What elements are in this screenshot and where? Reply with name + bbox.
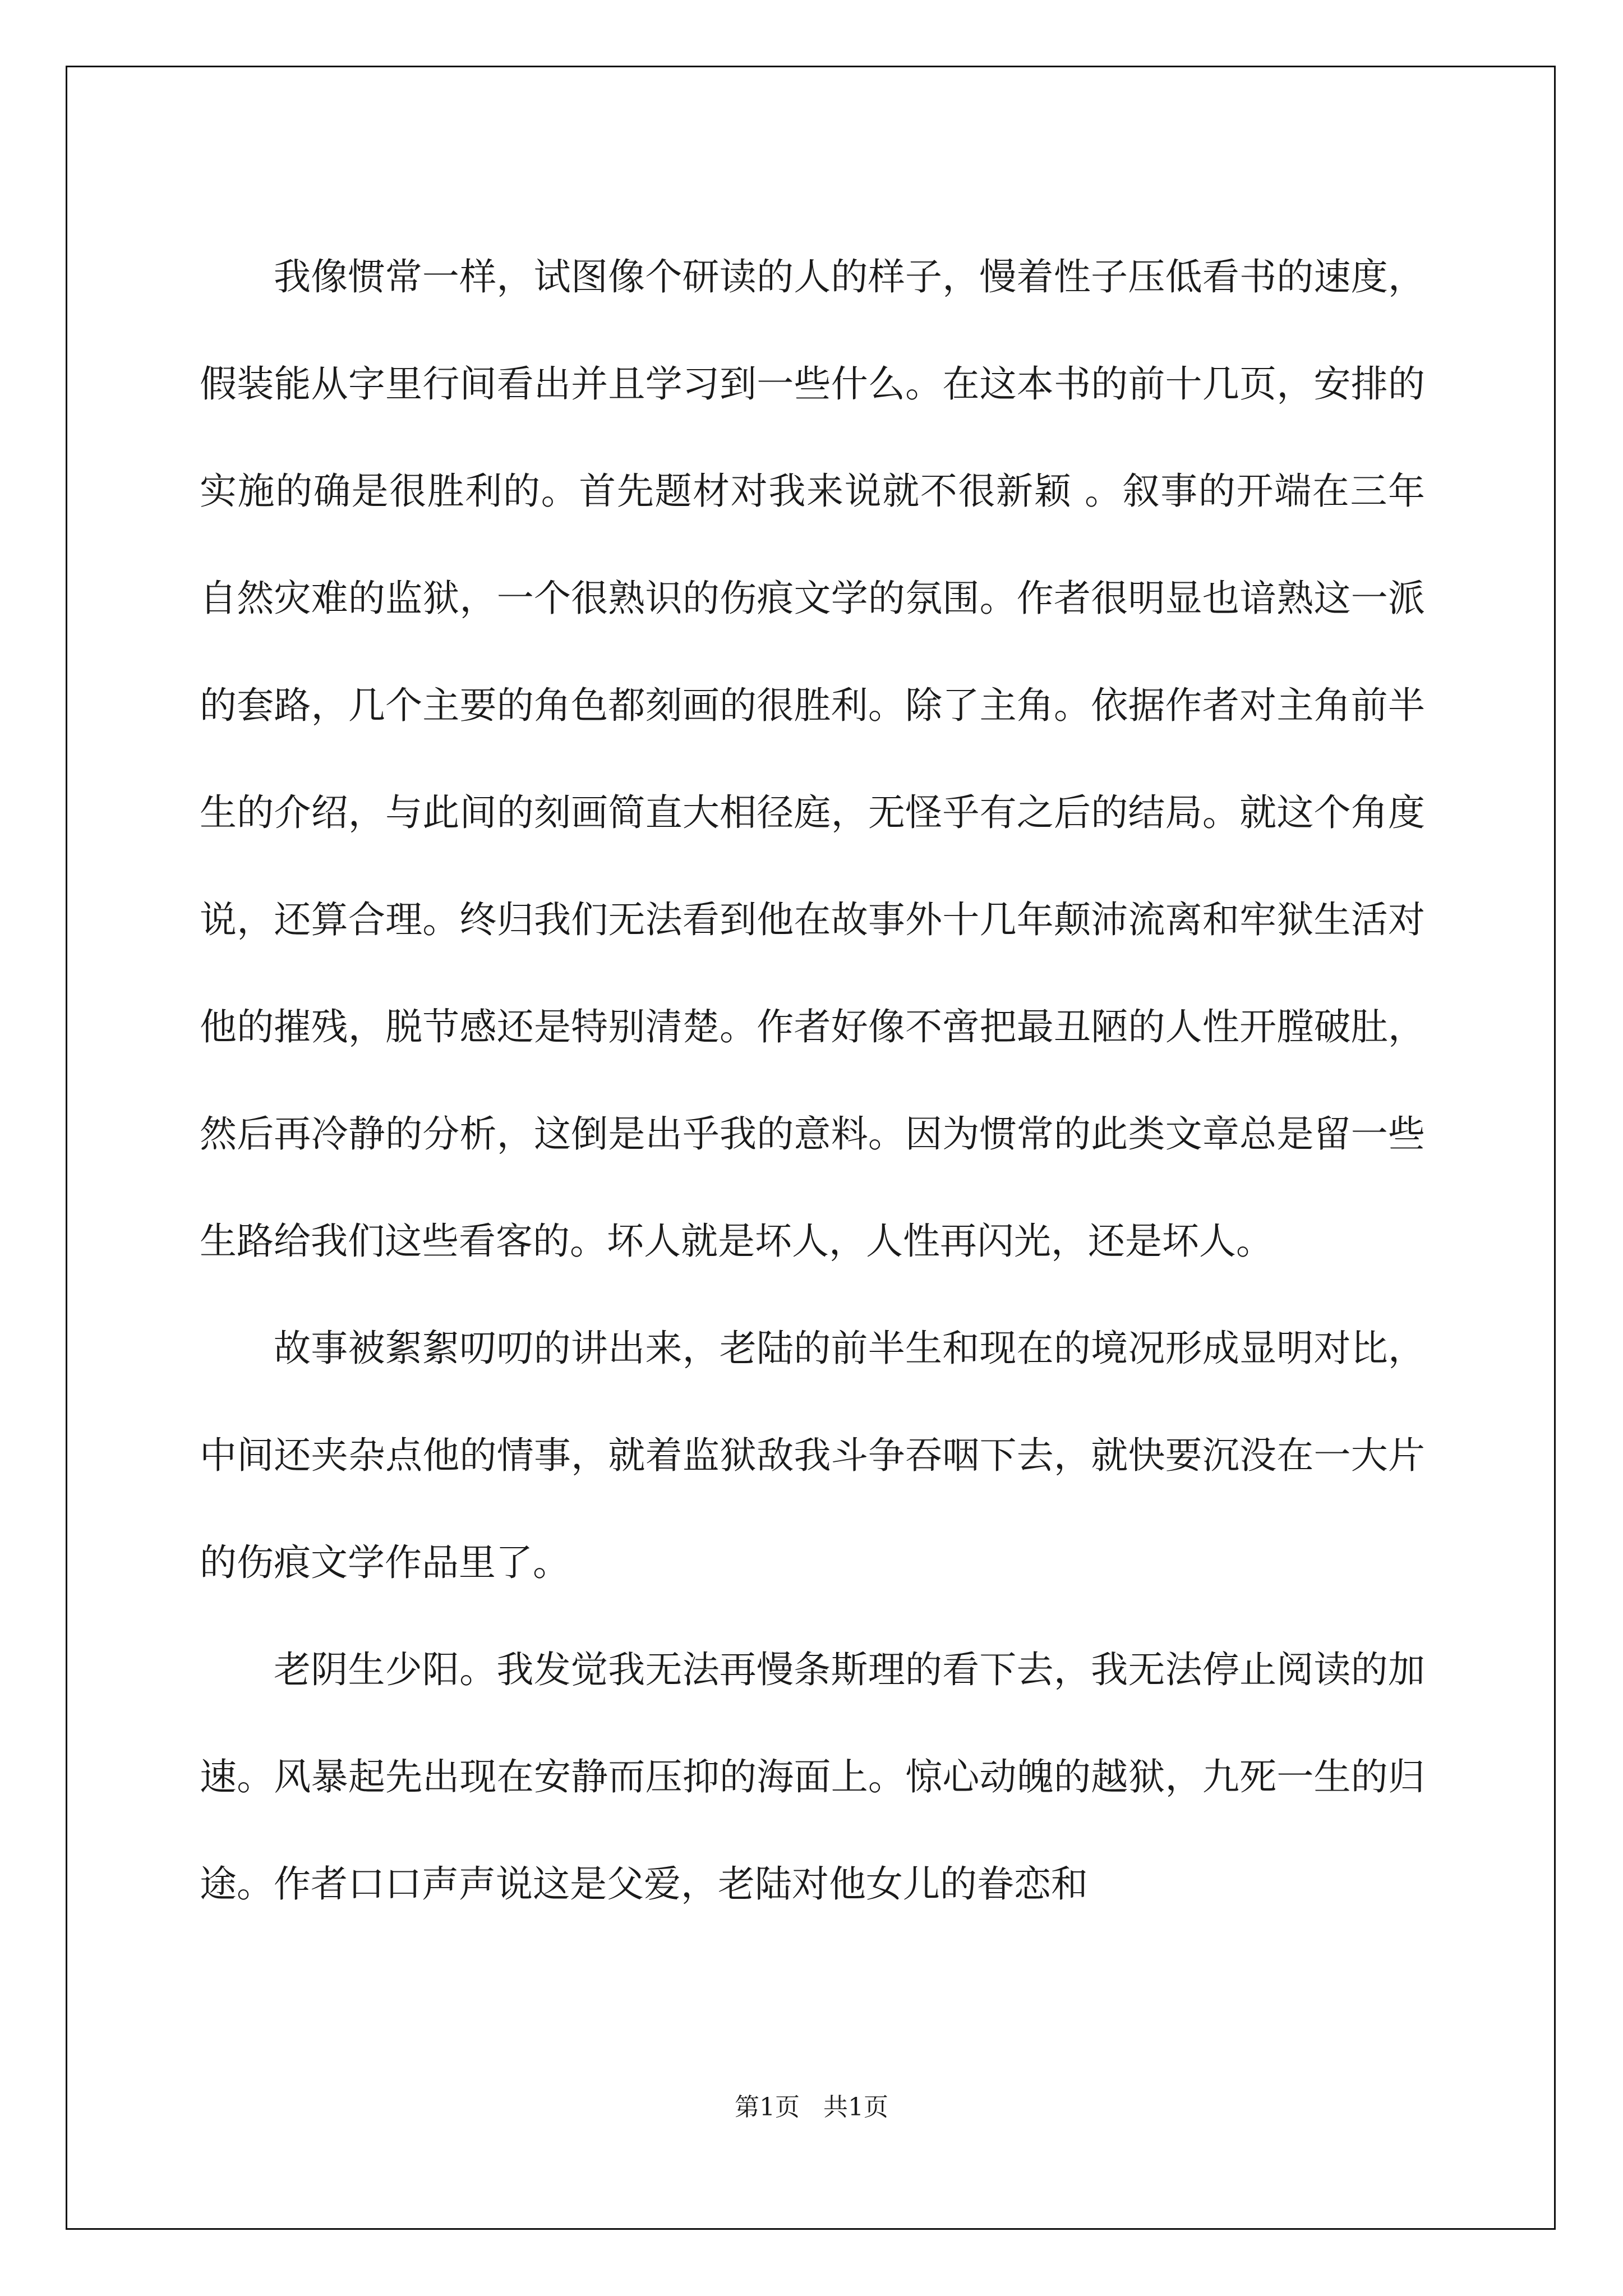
document-body (200, 223, 1425, 1938)
footer-spacer (800, 2093, 823, 2122)
paragraph-3: 老阴生少阳。我发觉我无法再慢条斯理的看下去，我无法停止阅读的加速。风暴起先出现在安静而压抑的海面上。惊心动魄的越狱，九死一生的归途。作者口口声声说这是父爱，老陆对他女儿的眷恋和 (200, 1648, 1425, 1906)
page-total: 共1页 (823, 2093, 888, 2122)
paragraph-2: 故事被絮絮叨叨的讲出来，老陆的前半生和现在的境况形成显明对比，中间还夹杂点他的情事，就着监狱敌我斗争吞咽下去，就快要沉没在一大片的伤痕文学作品里了。 (200, 1327, 1425, 1584)
paragraph-1: 我像惯常一样，试图像个研读的人的样子，慢着性子压低看书的速度，假装能从字里行间看出并且学习到一些什么。在这本书的前十几页，安排的实施的确是很胜利的。首先题材对我来说就不很新颖 。叙事的开端在三年自然灾难的监狱，一个很熟识的伤痕文学的氛围。作者很明显也谙熟这一派的套路，几个主要的角色都刻画的很胜利。除了主角。依据作者对主角前半生的介绍，与此间的刻画简直大相径庭，无怪乎有之后的结局。就这个角度说，还算合理。终归我们无法看到他在故事外十几年颠沛流离和牢狱生活对他的摧残，脱节感还是特别清楚。作者好像不啻把最丑陋的人性开膛破肚，然后再冷静的分析，这倒是出乎我的意料。因为惯常的此类文章总是留一些生路给我们这些看客的。坏人就是坏人，人性再闪光，还是坏人。 (200, 255, 1425, 1263)
page-footer (0, 2087, 1623, 2123)
page-number: 第1页 (735, 2093, 800, 2122)
